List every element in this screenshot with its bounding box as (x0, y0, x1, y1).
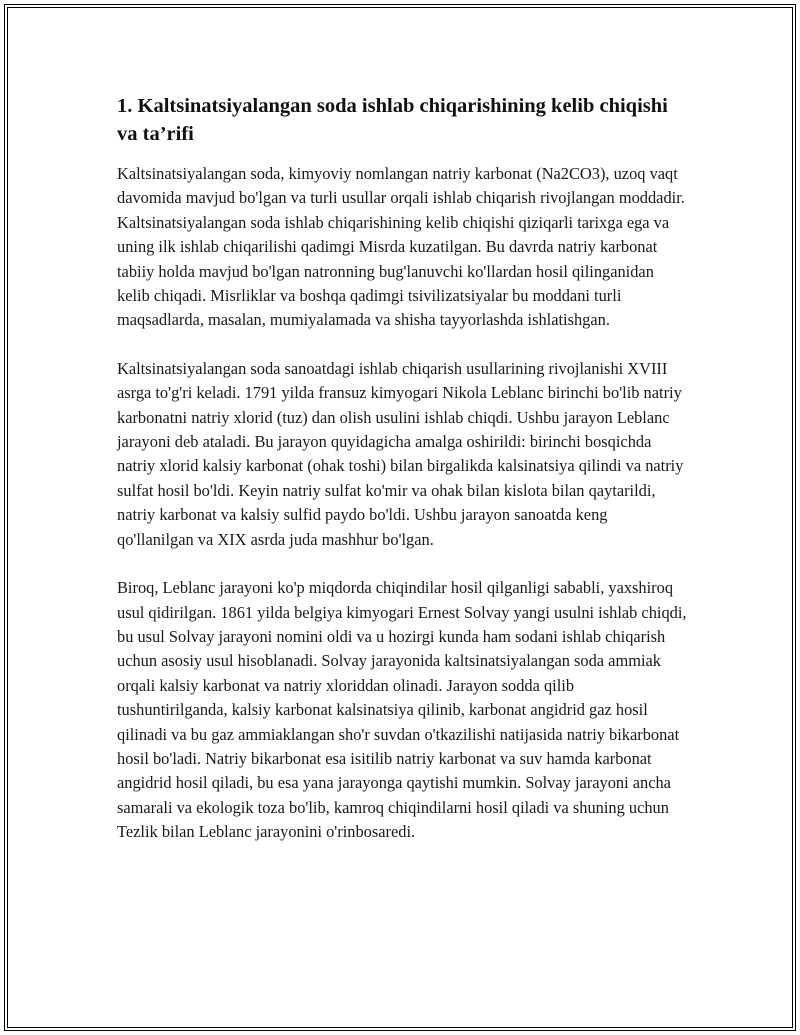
paragraph-2: Kaltsinatsiyalangan soda sanoatdagi ishlab chiqarish usullarining rivojlanishi XVIII asrga to'g'ri keladi. 1791 yilda fransuz kimyogari Nikola Leblanc birinchi bo'lib natriy karbonatni natriy xlorid (tuz) dan olish usulini ishlab chiqdi. Ushbu jarayon Leblanc jarayoni deb ataladi. Bu jarayon quyidagicha amalga oshirildi: birinchi bosqichda natriy xlorid kalsiy karbonat (ohak toshi) bilan birgalikda kalsinatsiya qilindi va natriy sulfat hosil bo'ldi. Keyin natriy sulfat ko'mir va ohak bilan kislota bilan qaytarildi, natriy karbonat va kalsiy sulfid paydo bo'ldi. Ushbu jarayon sanoatda keng qo'llanilgan va XIX asrda juda mashhur bo'lgan. (117, 358, 684, 549)
document-body (117, 92, 687, 845)
document-title: 1. Kaltsinatsiyalangan soda ishlab chiqarishining kelib chiqishi va ta’rifi (117, 95, 668, 145)
paragraph-1: Kaltsinatsiyalangan soda, kimyoviy nomlangan natriy karbonat (Na2CO3), uzoq vaqt davomida mavjud bo'lgan va turli usullar orqali ishlab chiqarish rivojlangan moddadir. Kaltsinatsiyalangan soda ishlab chiqarishining kelib chiqishi qiziqarli tarixga ega va uning ilk ishlab chiqarilishi qadimgi Misrda kuzatilgan. Bu davrda natriy karbonat tabiiy holda mavjud bo'lgan natronning bug'lanuvchi ko'llardan hosil qilinganidan kelib chiqadi. Misrliklar va boshqa qadimgi tsivilizatsiyalar bu moddani turli maqsadlarda, masalan, mumiyalamada va shisha tayyorlashda ishlatishgan. (117, 164, 685, 330)
paragraph-3: Biroq, Leblanc jarayoni ko'p miqdorda chiqindilar hosil qilganligi sababli, yaxshiroq usul qidirilgan. 1861 yilda belgiya kimyogari Ernest Solvay yangi usulni ishlab chiqdi, bu usul Solvay jarayoni nomini oldi va u hozirgi kunda ham sodani ishlab chiqarish uchun asosiy usul hisoblanadi. Solvay jarayonida kaltsinatsiyalangan soda ammiak orqali kalsiy karbonat va natriy xloriddan olinadi. Jarayon sodda qilib tushuntirilganda, kalsiy karbonat kalsinatsiya qilinib, karbonat angidrid gaz hosil qilinadi va bu gaz ammiaklangan sho'r suvdan o'tkazilishi natijasida natriy bikarbonat hosil bo'ladi. Natriy bikarbonat esa isitilib natriy karbonat va suv hamda karbonat angidrid hosil qiladi, bu esa yana jarayonga qaytishi mumkin. Solvay jarayoni ancha samarali va ekologik toza bo'lib, kamroq chiqindilarni hosil qiladi va shuning uchun Tezlik bilan Leblanc jarayonini o'rinbosaredi. (117, 578, 687, 842)
